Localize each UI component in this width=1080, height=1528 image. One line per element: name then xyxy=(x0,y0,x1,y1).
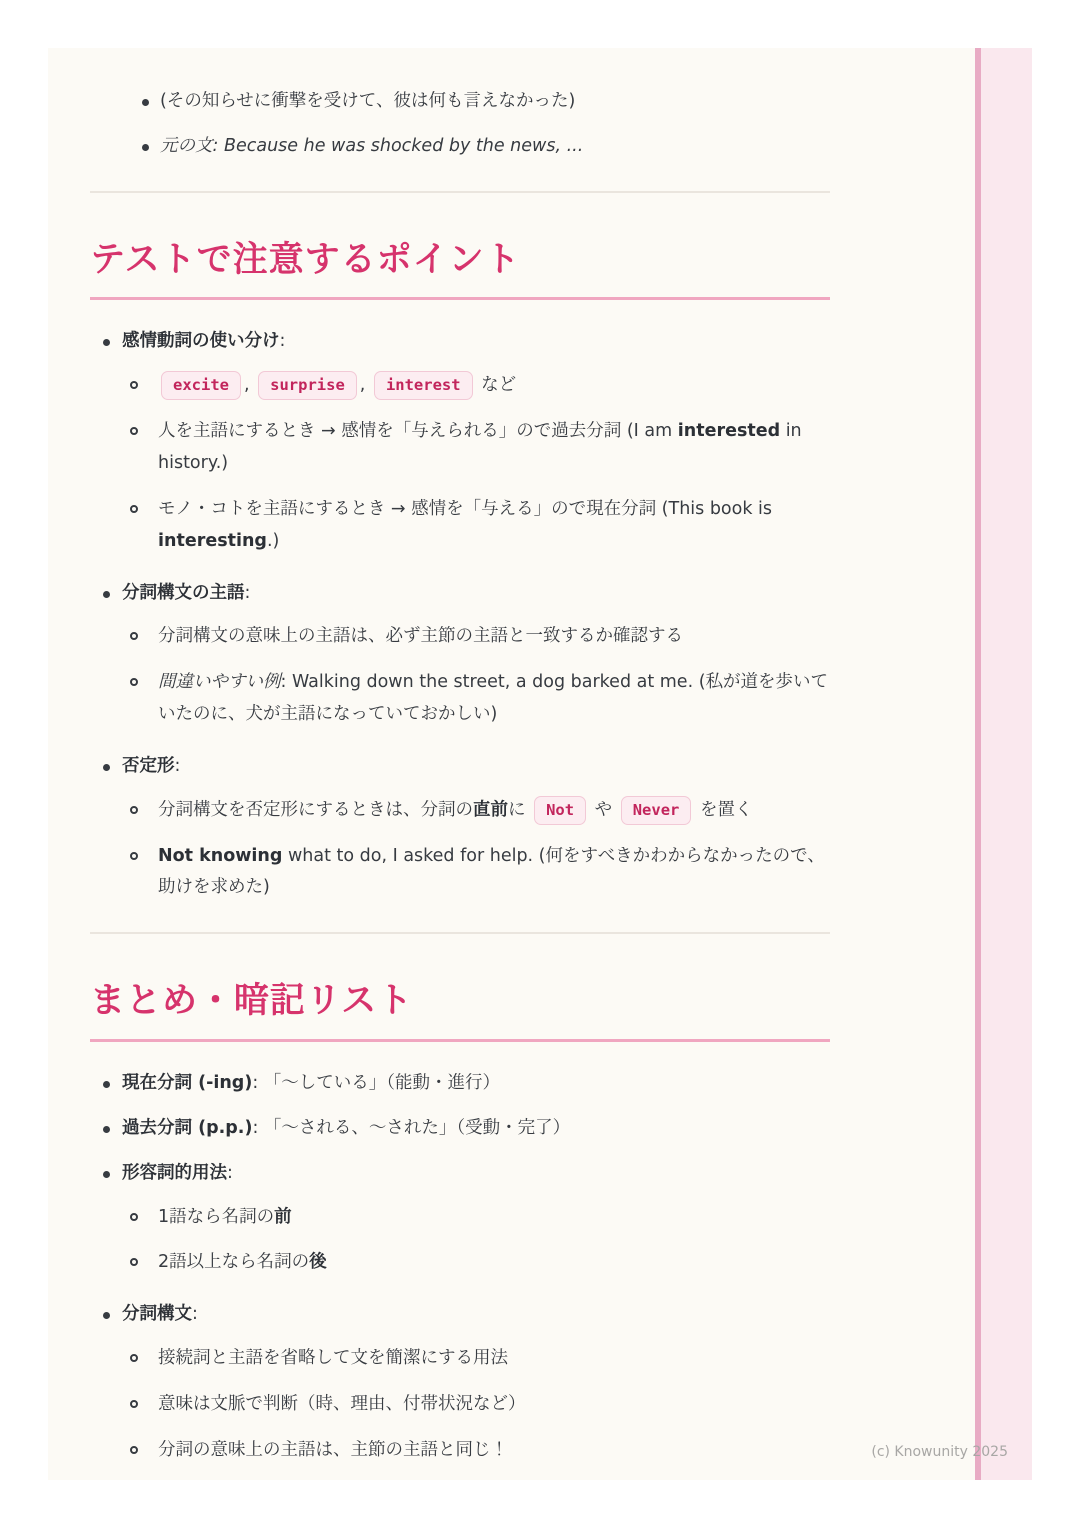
text-span: , xyxy=(359,375,371,396)
bold-text: 過去分詞 (p.p.) xyxy=(122,1117,253,1138)
list-item xyxy=(90,1158,830,1280)
list-item xyxy=(90,326,830,557)
text-span: を置く xyxy=(694,799,753,820)
bold-text: 否定形 xyxy=(122,755,175,776)
list-item xyxy=(122,1389,830,1421)
bold-text: interesting xyxy=(158,530,267,551)
disc-bullet-icon xyxy=(142,144,149,151)
text-span: 2語以上なら名詞の xyxy=(158,1252,310,1273)
circle-bullet-icon xyxy=(130,1213,138,1221)
inline-code-badge: Not xyxy=(534,796,586,825)
text-span: や xyxy=(589,799,618,820)
text-span: : Walking down the street, a dog barked at me. (私が道を歩いていたのに、犬が主語になっていておかしい) xyxy=(158,672,829,725)
text-span: 意味は文脈で判断（時、理由、付帯状況など） xyxy=(158,1393,526,1414)
circle-bullet-icon xyxy=(130,1354,138,1362)
italic-text: 元の文: Because he was shocked by the news, ... xyxy=(160,135,584,156)
list-item xyxy=(90,131,830,163)
bold-text: 現在分詞 (-ing) xyxy=(122,1073,253,1093)
document-page xyxy=(48,48,1032,1480)
section-divider xyxy=(90,191,830,193)
list-item xyxy=(122,667,830,731)
list-item xyxy=(122,1343,830,1375)
list-item xyxy=(90,86,830,118)
text-span: : xyxy=(227,1162,233,1183)
section-title: まとめ・暗記リスト xyxy=(90,980,830,1042)
circle-bullet-icon xyxy=(130,1400,138,1408)
disc-bullet-icon xyxy=(142,99,149,106)
bold-text: Not knowing xyxy=(158,845,283,866)
list-item xyxy=(122,795,830,827)
bullet-list xyxy=(90,326,830,904)
circle-bullet-icon xyxy=(130,852,138,860)
list-item xyxy=(122,1247,830,1279)
inline-code-badge: interest xyxy=(374,371,473,400)
text-span: : xyxy=(279,331,286,352)
list-item xyxy=(122,1202,830,1234)
text-span: に xyxy=(508,799,532,820)
text-span: .) xyxy=(266,530,280,551)
list-item xyxy=(122,370,830,402)
inline-code-badge: excite xyxy=(161,371,241,400)
disc-bullet-icon xyxy=(103,1126,110,1133)
list-item xyxy=(90,1299,830,1466)
text-span: : 「〜している」（能動・進行） xyxy=(252,1073,501,1093)
disc-bullet-icon xyxy=(103,1171,110,1178)
text-span: など xyxy=(475,375,517,396)
sub-bullet-list xyxy=(122,1202,830,1280)
text-span: in history.) xyxy=(158,421,802,473)
inline-code-badge: surprise xyxy=(258,371,357,400)
list-item xyxy=(122,1435,830,1467)
list-item xyxy=(90,1113,830,1145)
sub-bullet-list xyxy=(122,621,830,731)
circle-bullet-icon xyxy=(130,806,138,814)
circle-bullet-icon xyxy=(130,1258,138,1266)
text-span: 分詞の意味上の主語は、主節の主語と同じ！ xyxy=(158,1439,508,1460)
list-item xyxy=(122,494,830,558)
text-span: 人を主語にするとき → 感情を「与えられる」ので過去分詞 (I am xyxy=(158,421,678,442)
bold-text: 感情動詞の使い分け xyxy=(122,331,280,352)
list-item xyxy=(90,1068,830,1100)
bold-text: 分詞構文 xyxy=(122,1304,192,1325)
text-span: 分詞構文を否定形にするときは、分詞の xyxy=(158,799,473,820)
circle-bullet-icon xyxy=(130,632,138,640)
disc-bullet-icon xyxy=(103,1312,110,1319)
bold-text: 後 xyxy=(309,1252,327,1273)
list-item xyxy=(90,578,830,731)
bullet-list xyxy=(90,1068,830,1467)
italic-text: 間違いやすい例 xyxy=(158,672,281,693)
bold-text: 形容詞的用法 xyxy=(122,1162,227,1183)
bold-text: 前 xyxy=(274,1206,292,1227)
disc-bullet-icon xyxy=(103,339,110,346)
list-item xyxy=(122,841,830,905)
list-item xyxy=(90,751,830,904)
list-item xyxy=(122,621,830,653)
text-span: : xyxy=(174,755,181,776)
section-title: テストで注意するポイント xyxy=(90,239,830,301)
text-span: , xyxy=(244,375,256,396)
circle-bullet-icon xyxy=(130,427,138,435)
text-span: 接続詞と主語を省略して文を簡潔にする用法 xyxy=(158,1348,508,1369)
list-item xyxy=(122,416,830,480)
copyright-footer: (c) Knowunity 2025 xyxy=(871,1444,1008,1460)
sub-bullet-list xyxy=(122,795,830,905)
circle-bullet-icon xyxy=(130,381,138,389)
circle-bullet-icon xyxy=(130,1446,138,1454)
disc-bullet-icon xyxy=(103,1081,110,1088)
text-span: : 「〜される、〜された」（受動・完了） xyxy=(252,1117,571,1138)
text-span: (その知らせに衝撃を受けて、彼は何も言えなかった) xyxy=(160,91,576,111)
text-span: : xyxy=(192,1304,198,1325)
sub-bullet-list xyxy=(122,370,830,557)
sub-bullet-list xyxy=(122,1343,830,1467)
text-span: : xyxy=(244,582,251,603)
bold-text: 分詞構文の主語 xyxy=(122,582,245,603)
circle-bullet-icon xyxy=(130,678,138,686)
text-span: 1語なら名詞の xyxy=(158,1206,275,1227)
text-span: 分詞構文の意味上の主語は、必ず主節の主語と一致するか確認する xyxy=(158,626,683,647)
circle-bullet-icon xyxy=(130,505,138,513)
notebook-edge-strip xyxy=(975,48,1032,1480)
bold-text: 直前 xyxy=(473,799,508,820)
intro-bullet-list xyxy=(90,86,830,163)
inline-code-badge: Never xyxy=(621,796,692,825)
bold-text: interested xyxy=(677,421,781,442)
disc-bullet-icon xyxy=(103,591,110,598)
disc-bullet-icon xyxy=(103,764,110,771)
section-divider xyxy=(90,932,830,934)
text-span: モノ・コトを主語にするとき → 感情を「与える」ので現在分詞 (This book is xyxy=(158,498,773,519)
page-content xyxy=(90,48,830,1467)
text-span: what to do, I asked for help. (何をすべきかわからなかったので、助けを求めた) xyxy=(158,845,825,898)
